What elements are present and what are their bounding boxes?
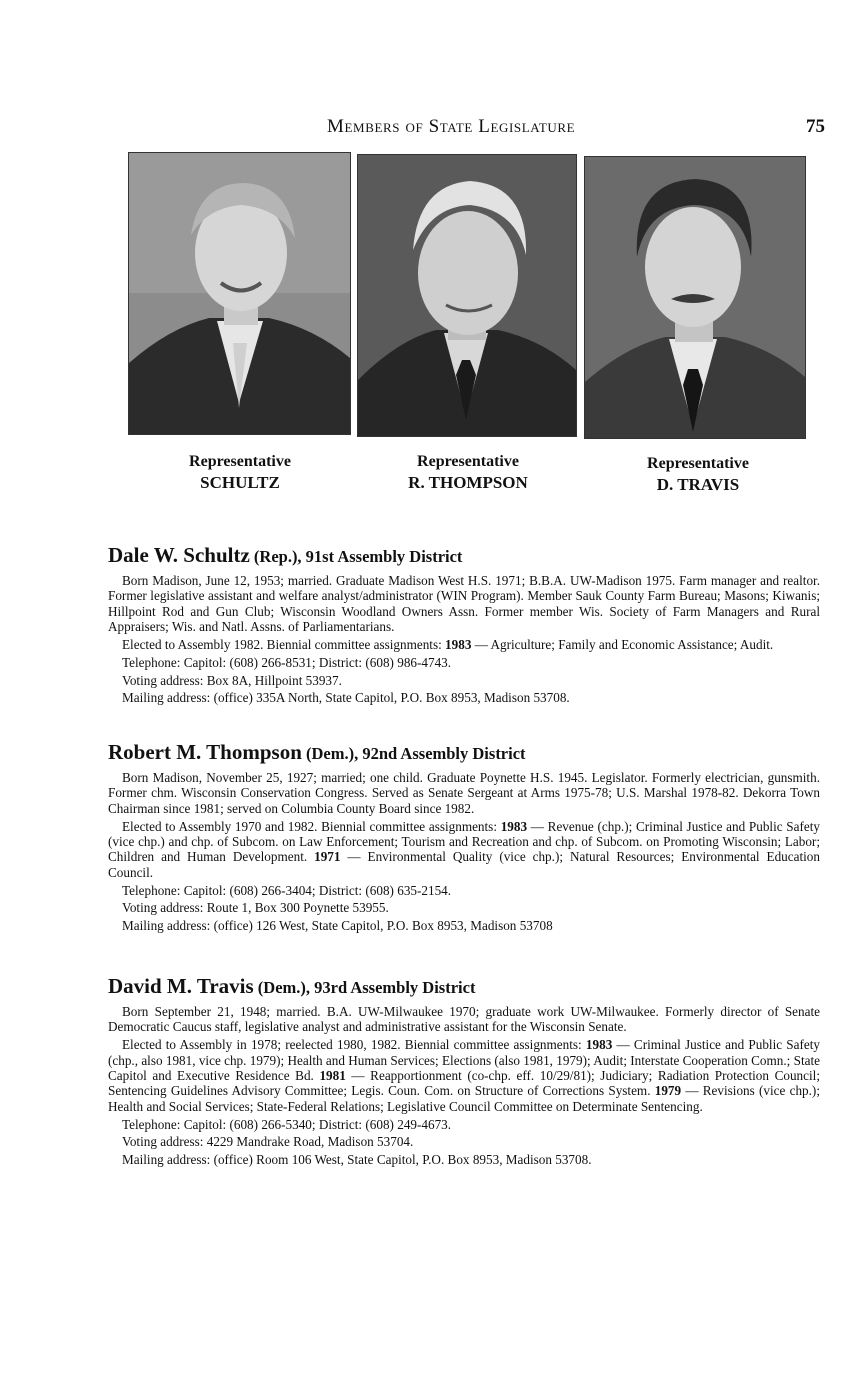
session-year: 1981 <box>319 1068 346 1084</box>
party-district: (Dem.), 92nd Assembly District <box>301 744 526 763</box>
caption-name: R. THOMPSON <box>408 473 528 492</box>
page-header <box>0 116 859 142</box>
committee-list: — Revisions (vice chp.); Health and Social Services; State-Federal Relations; Legislative Council Committee on Determinate Sentencing. <box>108 1083 820 1114</box>
committee-list: — Revenue (chp.); Criminal Justice and Public Safety (vice chp.) and chp. of Subcom. on Law Enforcement; Tourism and Recreation and chp. of Subcom. on Promoting Wisconsin; Labor; Children and Human Development. <box>108 818 820 865</box>
session-year: 1983 <box>445 637 472 653</box>
bio-heading <box>108 543 820 569</box>
bio-voting-address: Voting address: Box 8A, Hillpoint 53937. <box>122 672 342 688</box>
caption-travis <box>578 453 818 495</box>
bio-schultz <box>108 543 820 708</box>
session-year: 1983 <box>500 818 528 834</box>
session-year: 1979 <box>654 1083 682 1099</box>
party-district: (Rep.), 91st Assembly District <box>249 547 463 566</box>
bio-elected <box>108 1037 820 1114</box>
bio-heading <box>108 740 820 766</box>
session-year: 1983 <box>585 1037 613 1053</box>
caption-name: SCHULTZ <box>200 473 280 492</box>
elected-text: Elected to Assembly 1970 and 1982. Biennial committee assignments: <box>122 818 501 834</box>
running-title: Members of State Legislature <box>327 116 576 137</box>
committee-list: — Reapportionment (co-chp. eff. 10/29/81); Judiciary; Radiation Protection Council; Sentencing Guidelines Advisory Committee; Legis. Coun. Com. on Structure of Corrections System. <box>108 1068 820 1099</box>
bio-mailing-address: Mailing address: (office) 335A North, State Capitol, P.O. Box 8953, Madison 53708. <box>122 690 570 706</box>
member-name: Dale W. Schultz <box>108 543 250 567</box>
bio-voting-address: Voting address: Route 1, Box 300 Poynette 53955. <box>122 900 389 916</box>
bio-telephone: Telephone: Capitol: (608) 266-5340; District: (608) 249-4673. <box>122 1116 452 1132</box>
caption-title: Representative <box>647 455 749 472</box>
elected-text: Elected to Assembly 1982. Biennial committee assignments: <box>122 637 446 653</box>
bio-telephone: Telephone: Capitol: (608) 266-3404; District: (608) 635-2154. <box>122 882 452 898</box>
bio-travis <box>108 974 820 1170</box>
member-name: David M. Travis <box>108 974 254 998</box>
party-district: (Dem.), 93rd Assembly District <box>253 978 476 997</box>
committee-list: — Criminal Justice and Public Safety (chp., also 1981, vice chp. 1979); Health and Human Services; Elections (also 1981, 1979); Audit; Interstate Cooperation Comn.; State Capitol and Executive Residence Bd. <box>108 1037 821 1084</box>
bio-mailing-address: Mailing address: (office) Room 106 West, State Capitol, P.O. Box 8953, Madison 53708. <box>122 1152 592 1168</box>
bio-background: Born September 21, 1948; married. B.A. UW-Milwaukee 1970; graduate work UW-Milwaukee. Formerly director of Senate Democratic Caucus staff, legislative analyst and administrative assistant for the Wisconsin Senate. <box>108 1004 820 1035</box>
session-year: 1971 <box>314 849 341 865</box>
member-name: Robert M. Thompson <box>108 740 302 764</box>
bio-background: Born Madison, June 12, 1953; married. Graduate Madison West H.S. 1971; B.B.A. UW-Madison 1975. Farm manager and realtor. Former legislative assistant and welfare analyst/administrator (WIN Program). Member Sauk County Farm Bureau; Masons; Kiwanis; Hillpoint Rod and Gun Club; Wisconsin Woodland Owners Assn. Former member Wis. Society of Farm Managers and Rural Appraisers; Wis. and Natl. Assns. of Parliamentarians. <box>108 573 820 635</box>
elected-text: Elected to Assembly in 1978; reelected 1980, 1982. Biennial committee assignments: <box>122 1037 586 1053</box>
portrait-photo-schultz <box>128 152 351 435</box>
bio-heading <box>108 974 820 1000</box>
bio-background: Born Madison, November 25, 1927; married; one child. Graduate Poynette H.S. 1945. Legislator. Formerly electrician, gunsmith. Former chm. Wisconsin Conservation Congress. Served as Senate Sergeant at Arms 1975-78; U.S. Marshal 1978-82. Dekorra Town Chairman since 1981; served on Columbia County Board since 1982. <box>108 770 820 816</box>
caption-thompson <box>348 451 588 493</box>
page-number: 75 <box>806 116 825 137</box>
bio-thompson <box>108 740 820 936</box>
bio-elected <box>108 819 820 881</box>
caption-name: D. TRAVIS <box>656 475 740 494</box>
bio-elected <box>108 637 820 652</box>
caption-title: Representative <box>417 453 519 470</box>
caption-title: Representative <box>189 453 291 470</box>
bio-mailing-address: Mailing address: (office) 126 West, State Capitol, P.O. Box 8953, Madison 53708 <box>122 918 553 934</box>
bio-voting-address: Voting address: 4229 Mandrake Road, Madison 53704. <box>122 1134 414 1150</box>
bio-telephone: Telephone: Capitol: (608) 266-8531; District: (608) 986-4743. <box>122 654 452 670</box>
portrait-photo-travis <box>584 156 806 439</box>
caption-schultz <box>120 451 360 493</box>
committee-list: — Agriculture; Family and Economic Assistance; Audit. <box>471 637 774 653</box>
committee-list: — Environmental Quality (vice chp.); Natural Resources; Environmental Education Council. <box>108 849 820 880</box>
portrait-photo-thompson <box>357 154 577 437</box>
